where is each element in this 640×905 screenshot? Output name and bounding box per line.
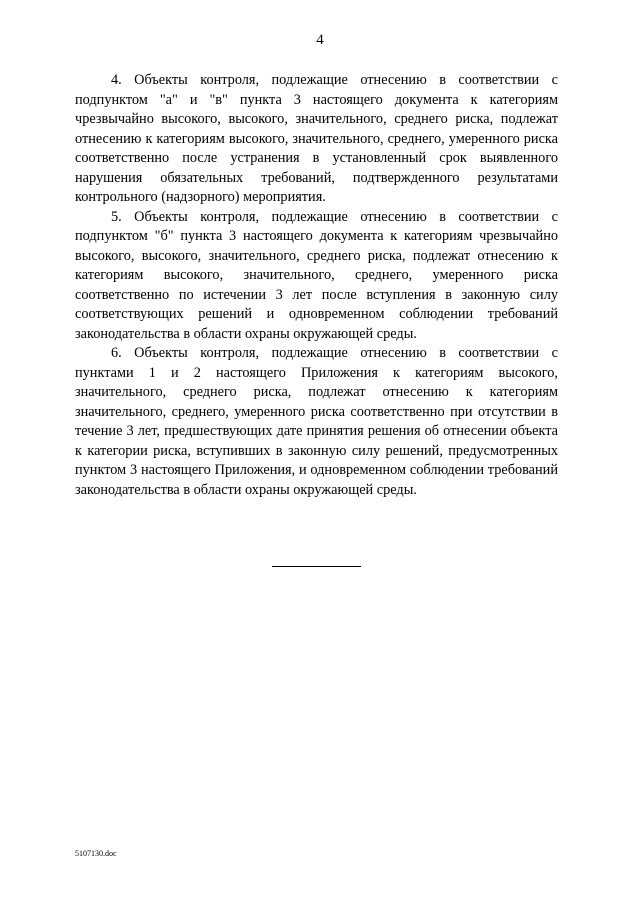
paragraph-6: 6. Объекты контроля, подлежащие отнесению в соответствии с пунктами 1 и 2 настоящего Приложения к категориям высокого, значительного, среднего риска, подлежат отнесению к категориям значительного, среднего, умеренного риска соответственно при отсутствии в течение 3 лет, предшествующих дате принятия решения об отнесении объекта к категории риска, вступивших в законную силу решений, предусмотренных пунктом 3 настоящего Приложения, и одновременном соблюдении требований законодательства в области охраны окружающей среды.: [75, 345, 558, 498]
end-separator-line: [272, 566, 361, 567]
document-body: [75, 71, 558, 500]
paragraph-5: 5. Объекты контроля, подлежащие отнесению в соответствии с подпунктом "б" пункта 3 настоящего документа к категориям чрезвычайно высокого, высокого, значительного, среднего риска, подлежат отнесению к категориям высокого, значительного, среднего, умеренного риска соответственно по истечении 3 лет после вступления в законную силу соответствующих решений и одновременном соблюдении требований законодательства в области охраны окружающей среды.: [75, 208, 558, 342]
page-number: 4: [316, 32, 324, 48]
paragraph-4: 4. Объекты контроля, подлежащие отнесению в соответствии с подпунктом "а" и "в" пункта 3 настоящего документа к категориям чрезвычайно высокого, высокого, значительного, среднего риска, подлежат отнесению к категориям высокого, значительного, среднего, умеренного риска соответственно после устранения в установленный срок выявленного нарушения обязательных требований, подтвержденного результатами контрольного (надзорного) мероприятия.: [75, 72, 558, 205]
file-name-footer: 5107130.doc: [75, 849, 117, 858]
